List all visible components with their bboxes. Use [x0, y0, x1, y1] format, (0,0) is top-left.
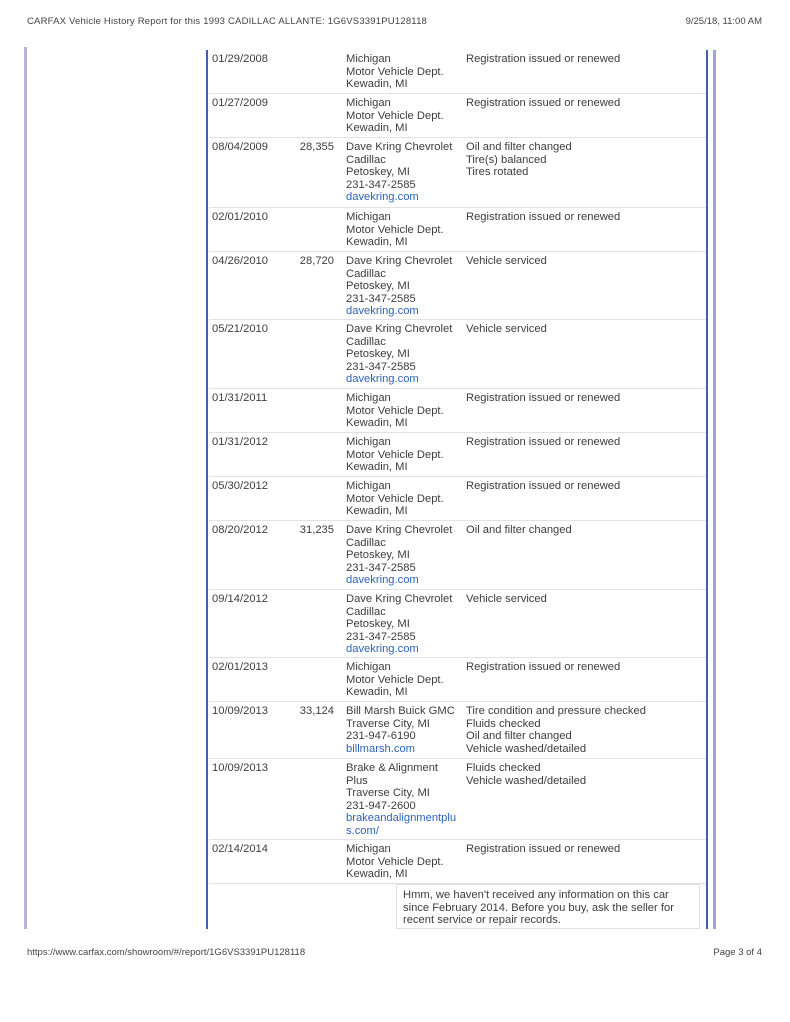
source-line: 231-947-6190 [346, 730, 416, 742]
record-comments [466, 705, 702, 755]
source-line: 231-347-2585 [346, 360, 416, 373]
history-record-row [209, 840, 706, 884]
source-website-link[interactable]: davekring.com [346, 574, 419, 586]
record-comments [466, 53, 702, 66]
source-line: Michigan [346, 53, 391, 65]
source-line: Kewadin, MI [346, 505, 408, 517]
record-source [346, 141, 464, 204]
record-source [346, 661, 464, 699]
source-line: Dave Kring Chevrolet [346, 593, 453, 605]
comment-line: Registration issued or renewed [466, 97, 621, 109]
record-comments [466, 436, 702, 449]
record-comments [466, 661, 702, 674]
record-date: 10/09/2013 [212, 705, 268, 717]
source-website-link[interactable]: davekring.com [346, 373, 419, 385]
source-website-link[interactable]: davekring.com [346, 191, 419, 203]
comment-line: Vehicle serviced [466, 593, 547, 605]
source-website-link[interactable]: davekring.com [346, 305, 419, 317]
source-line: Motor Vehicle Dept. [346, 65, 444, 78]
source-line: Kewadin, MI [346, 868, 408, 880]
record-date: 01/27/2009 [212, 97, 268, 109]
comment-line: Vehicle serviced [466, 323, 547, 335]
source-line: Motor Vehicle Dept. [346, 855, 444, 868]
record-source [346, 593, 464, 656]
record-date: 09/14/2012 [212, 593, 268, 605]
comment-line: Registration issued or renewed [466, 661, 621, 673]
comment-line: Fluids checked [466, 762, 541, 774]
history-record-row [209, 138, 706, 208]
source-line: Petoskey, MI [346, 166, 410, 178]
record-date: 10/09/2013 [212, 762, 268, 774]
record-comments [466, 141, 702, 179]
source-line: Brake & Alignment [346, 762, 439, 774]
history-record-row [209, 590, 706, 658]
comment-line: Tire condition and pressure checked [466, 705, 646, 717]
source-line: Motor Vehicle Dept. [346, 492, 444, 505]
record-odometer: 33,124 [299, 705, 334, 717]
comment-line: Registration issued or renewed [466, 392, 621, 404]
record-source [346, 705, 464, 755]
source-line: Cadillac [346, 536, 386, 549]
source-line: 231-347-2585 [346, 630, 416, 643]
comment-line: Fluids checked [466, 717, 541, 730]
record-odometer: 28,720 [299, 255, 334, 267]
source-line: 231-947-2600 [346, 799, 416, 812]
record-source [346, 53, 464, 91]
record-date: 02/01/2013 [212, 661, 268, 673]
source-line: Michigan [346, 392, 391, 404]
source-line: Cadillac [346, 153, 386, 166]
report-title: CARFAX Vehicle History Report for this 1993 CADILLAC ALLANTE: 1G6VS3391PU128118 [27, 16, 428, 27]
record-date: 08/20/2012 [212, 524, 268, 536]
record-comments [466, 524, 702, 537]
history-record-row [209, 759, 706, 840]
history-record-row [209, 658, 706, 702]
history-record-row [209, 702, 706, 759]
comment-line: Vehicle serviced [466, 255, 547, 267]
record-comments [466, 211, 702, 224]
record-source [346, 524, 464, 587]
source-line: Cadillac [346, 335, 386, 348]
record-date: 04/26/2010 [212, 255, 268, 267]
table-right-rule [706, 50, 708, 929]
page-url: https://www.carfax.com/showroom/#/report/1G6VS3391PU128118 [27, 947, 306, 958]
comment-line: Vehicle washed/detailed [466, 774, 587, 787]
source-website-link[interactable]: davekring.com [346, 643, 419, 655]
record-comments [466, 843, 702, 856]
source-line: Traverse City, MI [346, 787, 430, 799]
comment-line: Tire(s) balanced [466, 153, 547, 166]
comment-line: Vehicle washed/detailed [466, 742, 587, 755]
source-line: Kewadin, MI [346, 236, 408, 248]
table-left-rule [206, 50, 208, 929]
record-source [346, 436, 464, 474]
print-datetime: 9/25/18, 11:00 AM [685, 16, 762, 27]
source-website-link[interactable]: billmarsh.com [346, 742, 416, 755]
source-line: Michigan [346, 843, 391, 855]
source-line: Traverse City, MI [346, 717, 430, 730]
history-record-row [209, 389, 706, 433]
source-line: 231-347-2585 [346, 178, 416, 191]
record-comments [466, 762, 702, 787]
record-date: 02/01/2010 [212, 211, 268, 223]
source-line: Motor Vehicle Dept. [346, 448, 444, 461]
source-line: Petoskey, MI [346, 348, 410, 360]
source-line: Petoskey, MI [346, 549, 410, 561]
history-record-row [209, 433, 706, 477]
source-line: Bill Marsh Buick GMC [346, 705, 455, 717]
source-line: Motor Vehicle Dept. [346, 223, 444, 236]
source-line: Dave Kring Chevrolet [346, 323, 453, 335]
record-comments [466, 255, 702, 268]
record-source [346, 843, 464, 881]
source-line: 231-347-2585 [346, 561, 416, 574]
source-line: Plus [346, 774, 368, 787]
comment-line: Registration issued or renewed [466, 211, 621, 223]
right-accent-bar [713, 50, 716, 929]
record-comments [466, 323, 702, 336]
comment-line: Registration issued or renewed [466, 53, 621, 65]
record-odometer: 31,235 [299, 524, 334, 536]
record-source [346, 480, 464, 518]
source-line: Cadillac [346, 267, 386, 280]
record-source [346, 211, 464, 249]
comment-line: Oil and filter changed [466, 524, 572, 536]
record-date: 01/29/2008 [212, 53, 268, 65]
record-date: 08/04/2009 [212, 141, 268, 153]
record-odometer: 28,355 [299, 141, 334, 153]
history-record-row [209, 252, 706, 320]
comment-line: Oil and filter changed [466, 730, 572, 742]
source-website-link[interactable]: brakeandalignmentplu s.com/ [346, 812, 457, 837]
record-source [346, 255, 464, 318]
source-line: Michigan [346, 480, 391, 492]
history-record-row [209, 477, 706, 521]
source-line: Motor Vehicle Dept. [346, 673, 444, 686]
comment-line: Oil and filter changed [466, 141, 572, 153]
record-comments [466, 480, 702, 493]
source-line: 231-347-2585 [346, 292, 416, 305]
record-source [346, 323, 464, 386]
history-record-row [209, 320, 706, 389]
source-line: Michigan [346, 661, 391, 673]
source-line: Dave Kring Chevrolet [346, 524, 453, 536]
source-line: Petoskey, MI [346, 280, 410, 292]
source-line: Motor Vehicle Dept. [346, 404, 444, 417]
record-source [346, 392, 464, 430]
record-date: 01/31/2011 [212, 392, 268, 404]
source-line: Kewadin, MI [346, 686, 408, 698]
history-record-row [209, 521, 706, 590]
record-comments [466, 97, 702, 110]
source-line: Dave Kring Chevrolet [346, 255, 453, 267]
comment-line: Registration issued or renewed [466, 480, 621, 492]
comment-line: Tires rotated [466, 166, 529, 178]
source-line: Dave Kring Chevrolet [346, 141, 453, 153]
comment-line: Registration issued or renewed [466, 436, 621, 448]
record-comments [466, 392, 702, 405]
source-line: Michigan [346, 436, 391, 448]
record-date: 05/21/2010 [212, 323, 268, 335]
source-line: Kewadin, MI [346, 78, 408, 90]
source-line: Petoskey, MI [346, 618, 410, 630]
record-source [346, 762, 464, 837]
source-line: Kewadin, MI [346, 461, 408, 473]
no-recent-records-notice: Hmm, we haven't received any information on this car since February 2014. Before you buy, ask the seller for recent service or repair records. [396, 884, 700, 929]
history-record-row [209, 208, 706, 252]
record-source [346, 97, 464, 135]
source-line: Michigan [346, 97, 391, 109]
source-line: Kewadin, MI [346, 417, 408, 429]
left-accent-bar [24, 47, 27, 929]
source-line: Michigan [346, 211, 391, 223]
record-date: 02/14/2014 [212, 843, 268, 855]
source-line: Kewadin, MI [346, 122, 408, 134]
source-line: Cadillac [346, 605, 386, 618]
history-table [209, 50, 706, 884]
record-date: 05/30/2012 [212, 480, 268, 492]
record-comments [466, 593, 702, 606]
source-line: Motor Vehicle Dept. [346, 109, 444, 122]
history-record-row [209, 94, 706, 138]
history-record-row [209, 50, 706, 94]
page-number: Page 3 of 4 [713, 947, 762, 958]
record-date: 01/31/2012 [212, 436, 268, 448]
comment-line: Registration issued or renewed [466, 843, 621, 855]
